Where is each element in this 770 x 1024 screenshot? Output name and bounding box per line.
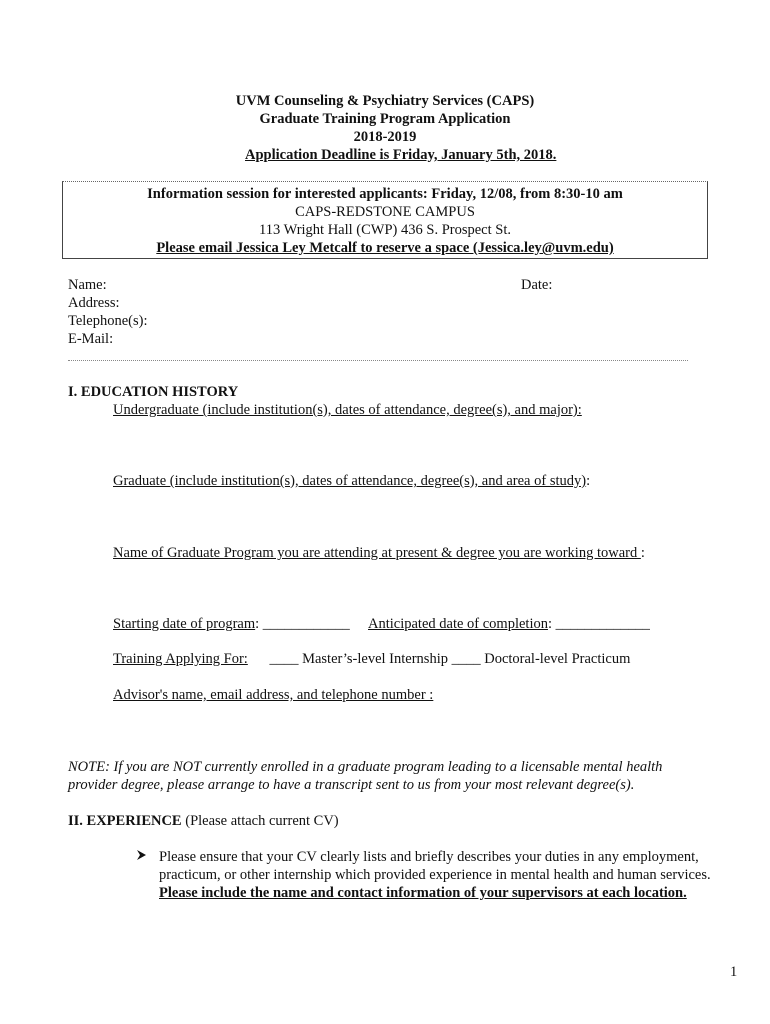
info-session-email-note: Please email Jessica Ley Metcalf to reserve a space (Jessica.ley@uvm.edu) [156, 240, 614, 256]
date-field-label[interactable]: Date: [521, 277, 553, 293]
start-date-label: Starting date of program [113, 616, 256, 632]
cv-instructions [159, 848, 719, 902]
completion-date-label: Anticipated date of completion [368, 616, 548, 632]
form-title-year: 2018-2019 [353, 129, 417, 145]
info-session-address: 113 Wright Hall (CWP) 436 S. Prospect St. [259, 222, 511, 238]
address-field-label[interactable]: Address: [68, 295, 120, 311]
start-date-field[interactable] [113, 616, 350, 633]
completion-date-blank[interactable]: : _____________ [547, 616, 650, 632]
form-title-program: Graduate Training Program Application [259, 111, 511, 127]
training-applying-field[interactable] [113, 651, 630, 668]
graduate-prompt-colon: : [586, 473, 591, 489]
experience-heading [68, 813, 339, 830]
current-program-text: Name of Graduate Program you are attending at present & degree you are working toward [113, 545, 641, 561]
arrow-bullet-icon [136, 848, 148, 867]
info-session-campus: CAPS-REDSTONE CAMPUS [295, 204, 475, 220]
note-line-2: provider degree, please arrange to have a transcript sent to us from your most relevant degree(s). [68, 777, 635, 793]
application-deadline: Application Deadline is Friday, January 5th, 2018. [245, 147, 557, 163]
current-program-colon: : [640, 545, 645, 561]
undergraduate-prompt[interactable]: Undergraduate (include institution(s), dates of attendance, degree(s), and major): [113, 402, 582, 418]
info-session-box [62, 181, 708, 259]
telephone-field-label[interactable]: Telephone(s): [68, 313, 148, 329]
current-program-prompt[interactable] [113, 545, 645, 562]
training-applying-label: Training Applying For: [113, 651, 248, 667]
graduate-prompt-text: Graduate (include institution(s), dates of attendance, degree(s), and area of study) [113, 473, 587, 489]
email-field-label[interactable]: E-Mail: [68, 331, 114, 347]
advisor-prompt[interactable]: Advisor's name, email address, and telephone number : [113, 687, 434, 703]
cv-instructions-text: Please ensure that your CV clearly lists and briefly describes your duties in any employment, practicum, or other internship which provided experience in mental health and human services. [159, 849, 711, 883]
experience-heading-title: II. EXPERIENCE [68, 813, 182, 829]
graduate-prompt[interactable] [113, 473, 590, 490]
education-heading: I. EDUCATION HISTORY [68, 384, 239, 400]
completion-date-field[interactable] [368, 616, 650, 633]
form-title-org: UVM Counseling & Psychiatry Services (CAPS) [235, 93, 535, 109]
note-line-1: NOTE: If you are NOT currently enrolled in a graduate program leading to a licensable mental health [68, 759, 663, 775]
start-date-blank[interactable]: : ____________ [255, 616, 350, 632]
section-divider [68, 360, 688, 361]
info-session-text: Information session for interested applicants: Friday, 12/08, from 8:30-10 am [147, 186, 623, 202]
training-options[interactable]: ____ Master’s-level Internship ____ Doctoral-level Practicum [269, 651, 631, 667]
cv-instructions-bold: Please include the name and contact information of your supervisors at each location. [159, 885, 687, 901]
page-number: 1 [730, 964, 738, 980]
name-field-label[interactable]: Name: [68, 277, 107, 293]
experience-heading-note: (Please attach current CV) [181, 813, 339, 829]
